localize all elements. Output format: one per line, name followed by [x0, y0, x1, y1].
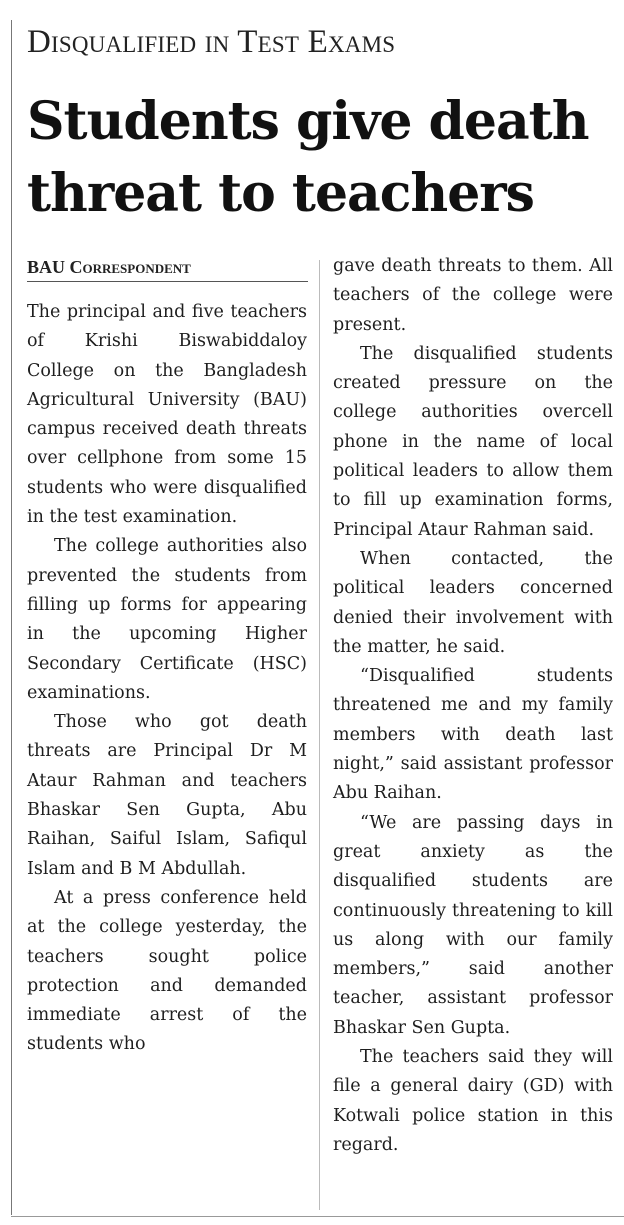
- left-border-rule: [11, 20, 12, 1215]
- article-paragraph: The teachers said they will file a general dairy (GD) with Kotwali police station in this regard.: [333, 1047, 613, 1155]
- bottom-border-rule: [11, 1216, 624, 1217]
- article-paragraph: “Disqualified students threatened me and my family members with death last night,” said assistant professor Abu Raihan.: [333, 666, 613, 804]
- article-kicker: Disqualified in Test Exams: [27, 24, 396, 60]
- article-paragraph: The college authorities also prevented the students from filling up forms for appearing in the upcoming Higher Secondary Certificate (HSC) examinations.: [27, 536, 307, 703]
- article-paragraph: “We are passing days in great anxiety as the disqualified students are continuously threatening to kill us along with our family members,” said another teacher, assistant professor Bhaskar Sen Gupta.: [333, 812, 613, 1038]
- article-byline: BAU Correspondent: [27, 257, 191, 277]
- article-paragraph: At a press conference held at the college yesterday, the teachers sought police protection and demanded immediate arrest of the students who: [27, 887, 307, 1055]
- article-paragraph: When contacted, the political leaders concerned denied their involvement with the matter, he said.: [333, 548, 613, 657]
- column-divider: [319, 260, 320, 1210]
- article-paragraph: Those who got death threats are Principal Dr M Ataur Rahman and teachers Bhaskar Sen Gupta, Abu Raihan, Saiful Islam, Safiqul Islam and B M Abdullah.: [27, 712, 307, 879]
- article-headline: Students give death threat to teachers: [27, 91, 589, 224]
- article-column-left: [27, 298, 307, 1060]
- article-column-right: [333, 252, 613, 1160]
- byline-underline: [27, 281, 308, 282]
- article-paragraph: The disqualified students created pressure on the college authorities overcell phone in the name of local political leaders to allow them to fill up examination forms, Principal Ataur Rahman said.: [333, 343, 613, 540]
- article-paragraph: gave death threats to them. All teachers of the college were present.: [333, 256, 613, 335]
- article-paragraph: The principal and five teachers of Krishi Biswabiddaloy College on the Bangladesh Agricultural University (BAU) campus received death threats over cellphone from some 15 students who were disqualified in the test examination.: [27, 302, 307, 528]
